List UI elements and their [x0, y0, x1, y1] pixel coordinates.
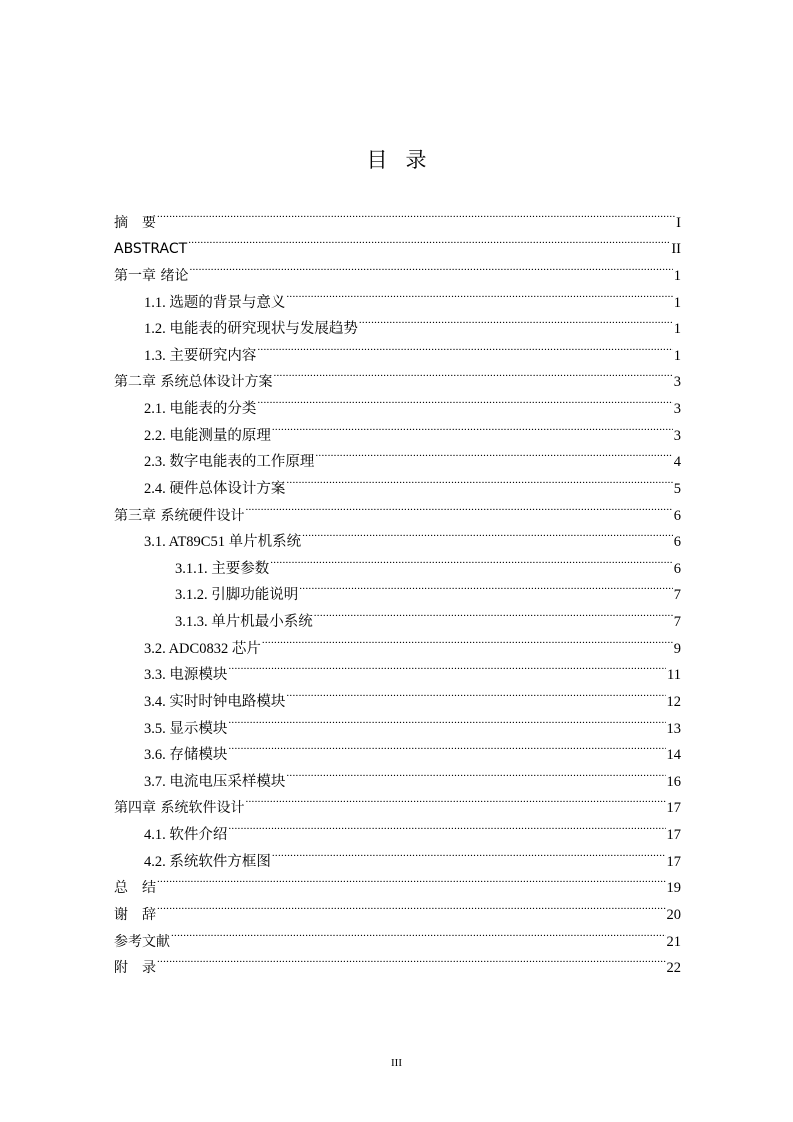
dot-leader [299, 573, 673, 600]
toc-entry-label: 2.2. 电能测量的原理 [144, 427, 271, 444]
toc-entry-page: 9 [673, 640, 681, 657]
toc-entry-page: 6 [673, 534, 681, 551]
toc-entry-label: 3.5. 显示模块 [144, 720, 228, 737]
toc-entry-page: 4 [673, 454, 681, 471]
dot-leader [245, 493, 672, 520]
dot-leader [157, 892, 666, 919]
toc-entry-label: 附 录 [114, 960, 156, 977]
toc-list [114, 200, 681, 977]
dot-leader [188, 227, 670, 254]
toc-entry[interactable] [114, 866, 681, 897]
toc-entry-page: 1 [673, 267, 681, 284]
toc-entry-label: 第三章 系统硬件设计 [114, 507, 245, 524]
toc-entry-page: 1 [673, 294, 681, 311]
dot-leader [286, 679, 665, 706]
toc-entry-page: I [676, 214, 681, 231]
toc-entry-label: 第一章 绪论 [114, 267, 189, 284]
toc-entry-page: 6 [673, 507, 681, 524]
toc-entry-label: 2.1. 电能表的分类 [144, 401, 257, 417]
toc-entry-page: II [671, 241, 681, 258]
dot-leader [228, 733, 665, 760]
toc-entry-label: 4.2. 系统软件方框图 [144, 853, 271, 870]
dot-leader [245, 786, 665, 813]
toc-entry-label: 3.2. ADC0832 芯片 [144, 640, 261, 657]
dot-leader [228, 653, 666, 680]
toc-entry-page: 7 [673, 587, 681, 604]
toc-entry-page: 22 [666, 960, 681, 977]
toc-entry[interactable] [114, 253, 681, 284]
toc-entry-label: 4.1. 软件介绍 [144, 827, 228, 843]
dot-leader [286, 466, 672, 493]
toc-entry-label: 谢 辞 [114, 906, 156, 923]
toc-entry[interactable] [114, 280, 681, 311]
toc-entry-label: 3.1.2. 引脚功能说明 [175, 587, 299, 604]
dot-leader [359, 307, 673, 334]
toc-entry-label: 总 结 [114, 880, 156, 897]
toc-entry[interactable] [114, 200, 681, 231]
toc-entry-page: 3 [673, 427, 681, 444]
toc-entry-page: 17 [666, 827, 681, 843]
toc-entry-page: 1 [673, 321, 681, 338]
dot-leader [157, 946, 666, 973]
toc-entry[interactable] [114, 227, 681, 258]
dot-leader [157, 866, 666, 893]
toc-entry-label: 1.3. 主要研究内容 [144, 347, 257, 364]
toc-entry-page: 6 [673, 560, 681, 577]
toc-entry-label: 3.1. AT89C51 单片机系统 [144, 534, 302, 551]
dot-leader [272, 413, 673, 440]
toc-entry-label: 3.4. 实时时钟电路模块 [144, 693, 286, 710]
toc-entry-label: 第二章 系统总体设计方案 [114, 374, 273, 391]
toc-entry-label: 2.3. 数字电能表的工作原理 [144, 454, 315, 471]
dot-leader [228, 706, 665, 733]
toc-entry-page: 11 [667, 667, 681, 684]
toc-entry-page: 3 [673, 401, 681, 417]
dot-leader [270, 546, 673, 573]
toc-entry-page: 7 [673, 614, 681, 630]
toc-entry-page: 17 [666, 853, 681, 870]
toc-entry-label: 3.6. 存储模块 [144, 747, 228, 764]
toc-entry-label: 3.7. 电流电压采样模块 [144, 773, 286, 790]
dot-leader [257, 386, 672, 413]
toc-entry-page: 17 [666, 800, 681, 817]
dot-leader [157, 200, 675, 227]
dot-leader [273, 360, 672, 387]
dot-leader [286, 280, 672, 307]
toc-entry-page: 12 [666, 693, 681, 710]
toc-entry-page: 21 [666, 933, 681, 950]
dot-leader [314, 599, 673, 626]
toc-entry-page: 14 [666, 747, 681, 764]
toc-entry-label: 摘 要 [114, 214, 156, 231]
toc-entry-label: 3.1.1. 主要参数 [175, 560, 270, 577]
toc-entry-page: 1 [673, 347, 681, 364]
toc-entry-label: 1.2. 电能表的研究现状与发展趋势 [144, 321, 358, 338]
page-number: III [391, 1057, 402, 1069]
toc-entry-label: 第四章 系统软件设计 [114, 800, 245, 817]
dot-leader [272, 839, 666, 866]
toc-entry-page: 19 [666, 880, 681, 897]
toc-entry-page: 20 [666, 906, 681, 923]
toc-entry-label: 2.4. 硬件总体设计方案 [144, 480, 286, 497]
dot-leader [262, 626, 673, 653]
toc-entry-label: 3.1.3. 单片机最小系统 [175, 614, 313, 630]
toc-entry[interactable] [114, 946, 681, 977]
dot-leader [189, 253, 672, 280]
dot-leader [257, 333, 672, 360]
toc-entry-page: 3 [673, 374, 681, 391]
toc-entry-label: 参考文献 [114, 933, 170, 950]
toc-entry-label: 3.3. 电源模块 [144, 667, 228, 684]
toc-entry[interactable] [114, 919, 681, 950]
toc-entry-page: 5 [673, 480, 681, 497]
toc-title: 目录 [366, 148, 445, 172]
toc-entry[interactable] [114, 892, 681, 923]
dot-leader [228, 812, 665, 839]
toc-entry-page: 16 [666, 773, 681, 790]
dot-leader [171, 919, 666, 946]
toc-entry-label: 1.1. 选题的背景与意义 [144, 294, 286, 311]
dot-leader [315, 440, 672, 467]
dot-leader [302, 520, 673, 547]
dot-leader [286, 759, 665, 786]
toc-entry-label: ABSTRACT [114, 241, 188, 258]
toc-entry-page: 13 [666, 720, 681, 737]
